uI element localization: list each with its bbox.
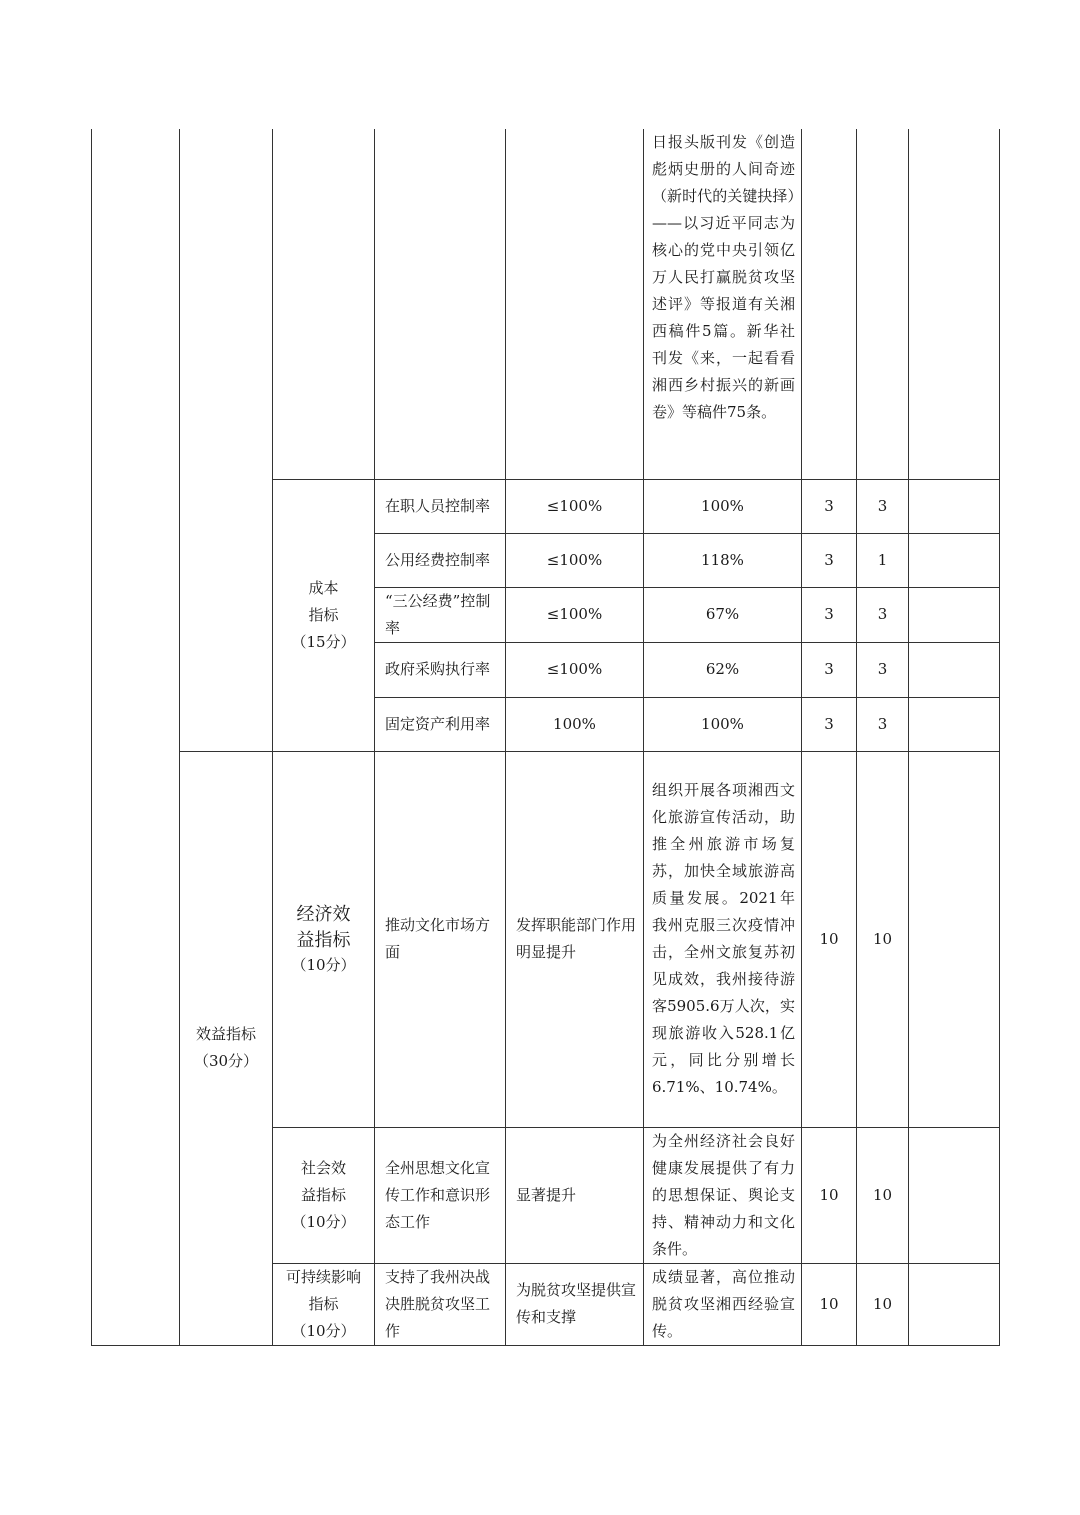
economic-indicator-name: 推动文化市场方面 xyxy=(375,751,506,1127)
economic-remark xyxy=(909,751,1000,1127)
economic-category-label: 经济效 益指标 xyxy=(296,904,351,951)
sustainable-category-label: 可持续影响 指标 （10分） xyxy=(273,1263,375,1345)
sustainable-indicator-name: 支持了我州决战决胜脱贫攻坚工作 xyxy=(375,1263,506,1345)
cost-item-name: 在职人员控制率 xyxy=(375,479,506,533)
cost-item-target: ≤100% xyxy=(506,533,644,587)
cost-item-weight: 3 xyxy=(802,533,857,587)
cost-item-remark xyxy=(909,533,1000,587)
cost-item-score: 3 xyxy=(857,642,909,697)
cost-item-score: 3 xyxy=(857,479,909,533)
cost-item-actual: 100% xyxy=(644,697,802,751)
cost-item-weight: 3 xyxy=(802,697,857,751)
cost-category-label: 成本 指标 （15分） xyxy=(273,479,375,751)
economic-weight: 10 xyxy=(802,751,857,1127)
level1-cell xyxy=(92,129,180,1345)
economic-category-cell xyxy=(273,751,375,1127)
cost-item-actual: 67% xyxy=(644,587,802,642)
sustainable-score: 10 xyxy=(857,1263,909,1345)
social-indicator-name: 全州思想文化宣传工作和意识形态工作 xyxy=(375,1127,506,1263)
cost-item-score: 3 xyxy=(857,587,909,642)
weight-continued-cell xyxy=(802,129,857,479)
remark-continued-cell xyxy=(909,129,1000,479)
cost-item-weight: 3 xyxy=(802,587,857,642)
target-continued-cell xyxy=(506,129,644,479)
social-weight: 10 xyxy=(802,1127,857,1263)
cost-item-name: 公用经费控制率 xyxy=(375,533,506,587)
social-actual: 为全州经济社会良好健康发展提供了有力的思想保证、舆论支持、精神动力和文化条件。 xyxy=(644,1127,802,1263)
social-target: 显著提升 xyxy=(506,1127,644,1263)
cost-item-remark xyxy=(909,587,1000,642)
social-remark xyxy=(909,1127,1000,1263)
cost-item-name: 固定资产利用率 xyxy=(375,697,506,751)
score-continued-cell xyxy=(857,129,909,479)
benefit-level2-label: 效益指标 （30分） xyxy=(180,751,273,1345)
economic-actual: 组织开展各项湘西文化旅游宣传活动，助推全州旅游市场复苏，加快全域旅游高质量发展。2021年我州克服三次疫情冲击，全州文旅复苏初见成效，我州接待游客5905.6万人次，实现旅游收入528.1亿元，同比分别增长6.71%、10.74%。 xyxy=(644,751,802,1127)
cost-item-remark xyxy=(909,697,1000,751)
cost-item-name: “三公经费”控制率 xyxy=(375,587,506,642)
level3-continued-cell xyxy=(273,129,375,479)
cost-item-score: 3 xyxy=(857,697,909,751)
sustainable-remark xyxy=(909,1263,1000,1345)
cost-item-target: 100% xyxy=(506,697,644,751)
sustainable-actual: 成绩显著，高位推动脱贫攻坚湘西经验宣传。 xyxy=(644,1263,802,1345)
economic-target: 发挥职能部门作用明显提升 xyxy=(506,751,644,1127)
cost-item-target: ≤100% xyxy=(506,587,644,642)
cost-item-weight: 3 xyxy=(802,479,857,533)
sustainable-target: 为脱贫攻坚提供宣传和支撑 xyxy=(506,1263,644,1345)
cost-item-weight: 3 xyxy=(802,642,857,697)
cost-item-actual: 118% xyxy=(644,533,802,587)
cost-item-actual: 100% xyxy=(644,479,802,533)
social-score: 10 xyxy=(857,1127,909,1263)
social-category-label: 社会效 益指标 （10分） xyxy=(273,1127,375,1263)
economic-category-points: （10分） xyxy=(291,956,356,974)
sustainable-weight: 10 xyxy=(802,1263,857,1345)
cost-item-name: 政府采购执行率 xyxy=(375,642,506,697)
cost-item-remark xyxy=(909,479,1000,533)
performance-table xyxy=(91,129,1000,1346)
cost-item-remark xyxy=(909,642,1000,697)
cost-item-target: ≤100% xyxy=(506,479,644,533)
actual-continued-text: 日报头版刊发《创造彪炳史册的人间奇迹（新时代的关键抉择）——以习近平同志为核心的党中央引领亿万人民打赢脱贫攻坚述评》等报道有关湘西稿件5篇。新华社刊发《来，一起看看湘西乡村振兴的新画卷》等稿件75条。 xyxy=(644,129,802,479)
indicator-name-continued-cell xyxy=(375,129,506,479)
level2-output-cell xyxy=(180,129,273,751)
cost-item-target: ≤100% xyxy=(506,642,644,697)
cost-item-score: 1 xyxy=(857,533,909,587)
economic-score: 10 xyxy=(857,751,909,1127)
cost-item-actual: 62% xyxy=(644,642,802,697)
